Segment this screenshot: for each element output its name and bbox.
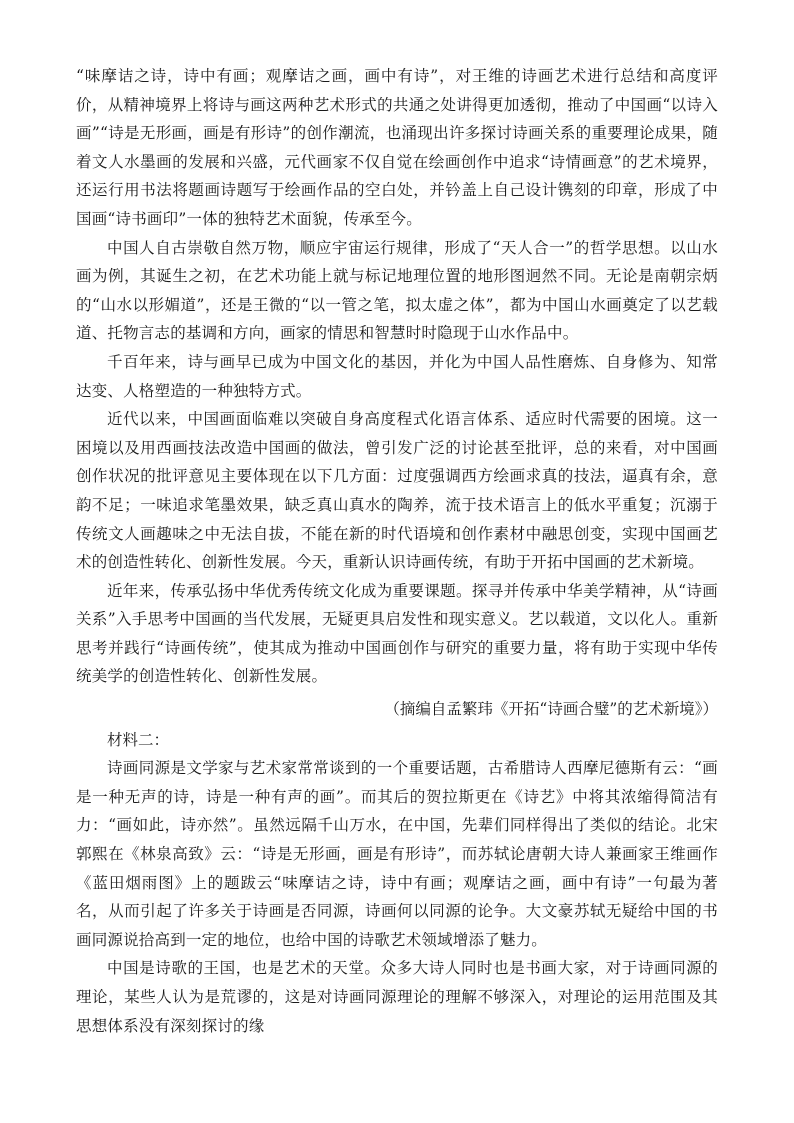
paragraph-3: 千百年来，诗与画早已成为中国文化的基因，并化为中国人品性磨炼、自身修为、知常达变、人格塑造的一种独特方式。 (76, 352, 718, 400)
paragraph-2: 中国人自古崇敬自然万物，顺应宇宙运行规律，形成了“天人合一”的哲学思想。以山水画为例，其诞生之初，在艺术功能上就与标记地理位置的地形图迥然不同。无论是南朝宗炳的“山水以形媚道”，还是王微的“以一管之笔，拟太虚之体”，都为中国山水画奠定了以艺载道、托物言志的基调和方向，画家的情思和智慧时时隐现于山水作品中。 (76, 238, 718, 343)
paragraph-5: 近年来，传承弘扬中华优秀传统文化成为重要课题。探寻并传承中华美学精神，从“诗画关系”入手思考中国画的当代发展，无疑更具启发性和现实意义。艺以载道，文以化人。重新思考并践行“诗画传统”，使其成为推动中国画创作与研究的重要力量，将有助于实现中华传统美学的创造性转化、创新性发展。 (76, 581, 718, 686)
paragraph-6: 诗画同源是文学家与艺术家常常谈到的一个重要话题，古希腊诗人西摩尼德斯有云：“画是一种无声的诗，诗是一种有声的画”。而其后的贺拉斯更在《诗艺》中将其浓缩得简洁有力：“画如此，诗亦然”。虽然远隔千山万水，在中国，先辈们同样得出了类似的结论。北宋郭熙在《林泉高致》云：“诗是无形画，画是有形诗”，而苏轼论唐朝大诗人兼画家王维画作《蓝田烟雨图》上的题跋云“味摩诘之诗，诗中有画；观摩诘之画，画中有诗”一句最为著名，从而引起了许多关于诗画是否同源，诗画何以同源的论争。大文豪苏轼无疑给中国的书画同源说拾高到一定的地位，也给中国的诗歌艺术领域增添了魅力。 (76, 759, 718, 949)
paragraph-7: 中国是诗歌的王国，也是艺术的天堂。众多大诗人同时也是书画大家，对于诗画同源的理论，某些人认为是荒谬的，这是对诗画同源理论的理解不够深入，对理论的运用范围及其思想体系没有深刻探讨的缘 (76, 959, 718, 1035)
document-page (76, 62, 718, 1040)
paragraph-4: 近代以来，中国画面临难以突破自身高度程式化语言体系、适应时代需要的困境。这一困境以及用西画技法改造中国画的做法，曾引发广泛的讨论甚至批评，总的来看，对中国画创作状况的批评意见主要体现在以下几方面：过度强调西方绘画求真的技法，逼真有余，意韵不足；一味追求笔墨效果，缺乏真山真水的陶养，流于技术语言上的低水平重复；沉溺于传统文人画趣味之中无法自拔，不能在新的时代语境和创作素材中融思创变，实现中国画艺术的创造性转化、创新性发展。今天，重新认识诗画传统，有助于开拓中国画的艺术新境。 (76, 410, 718, 572)
source-citation: （摘编自孟繁玮《开拓“诗画合璧”的艺术新境》） (384, 700, 718, 719)
paragraph-1: “味摩诘之诗，诗中有画；观摩诘之画，画中有诗”，对王维的诗画艺术进行总结和高度评价，从精神境界上将诗与画这两种艺术形式的共通之处讲得更加透彻，推动了中国画“以诗入画”“诗是无形画，画是有形诗”的创作潮流，也涌现出许多探讨诗画关系的重要理论成果，随着文人水墨画的发展和兴盛，元代画家不仅自觉在绘画创作中追求“诗情画意”的艺术境界，还运行用书法将题画诗题写于绘画作品的空白处，并钤盖上自己设计镌刻的印章，形成了中国画“诗书画印”一体的独特艺术面貌，传承至今。 (76, 67, 718, 228)
material-two-label: 材料二： (107, 730, 170, 749)
